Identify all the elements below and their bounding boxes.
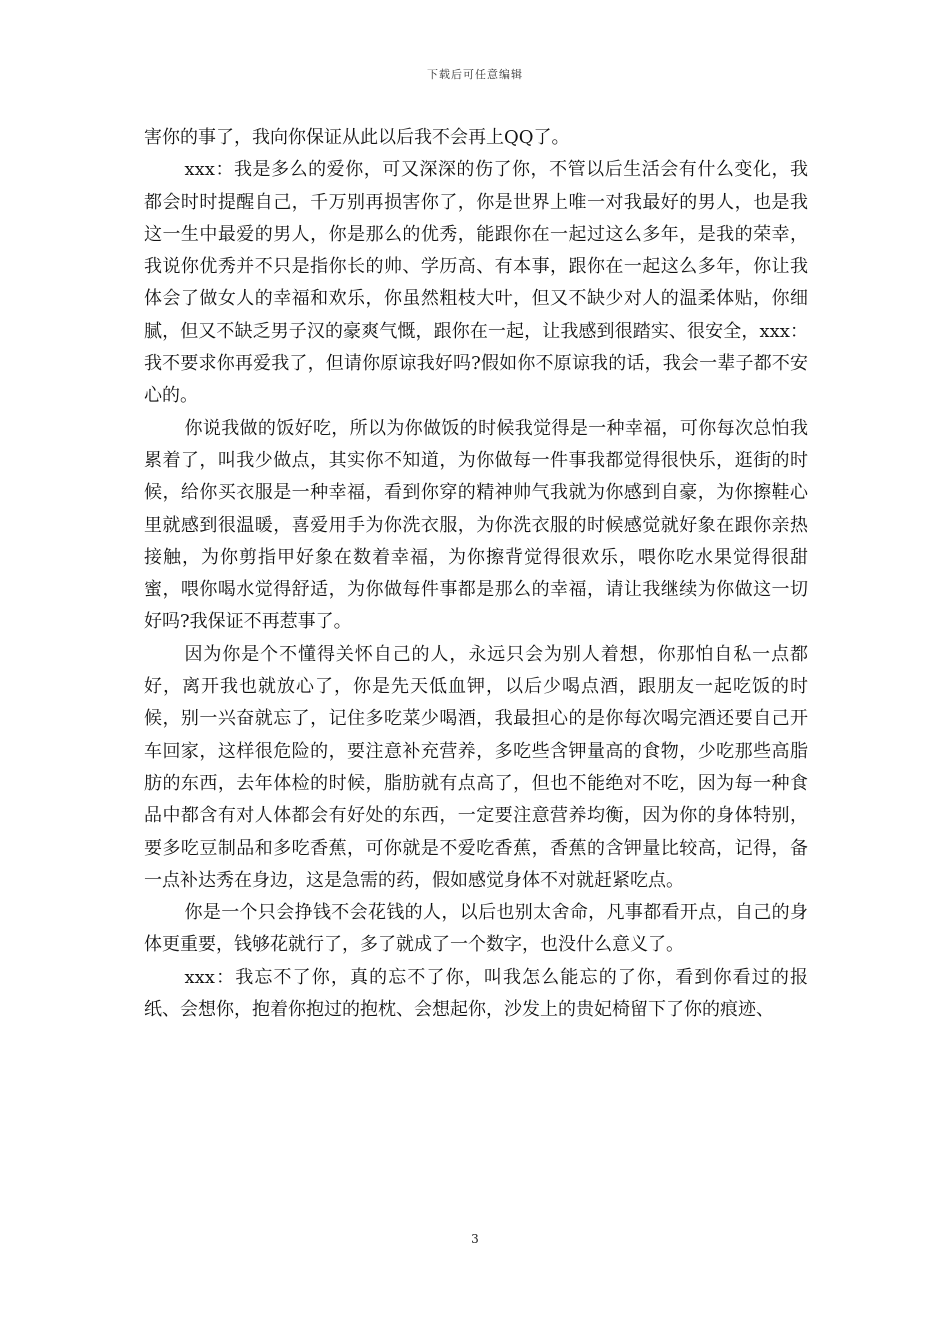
paragraph-3: 你说我做的饭好吃，所以为你做饭的时候我觉得是一种幸福，可你每次总怕我累着了，叫我少做点，其实你不知道，为你做每一件事我都觉得很快乐，逛街的时候，给你买衣服是一种幸福，看到你穿的精神帅气我就为你感到自豪，为你擦鞋心里就感到很温暖，喜爱用手为你洗衣服，为你洗衣服的时候感觉就好象在跟你亲热接触，为你剪指甲好象在数着幸福，为你擦背觉得很欢乐，喂你吃水果觉得很甜蜜，喂你喝水觉得舒适，为你做每件事都是那么的幸福，请让我继续为你做这一切好吗?我保证不再惹事了。 — [144, 417, 808, 633]
document-body — [144, 122, 808, 1026]
page-header: 下载后可任意编辑 — [427, 68, 523, 81]
paragraph-6: xxx：我忘不了你，真的忘不了你，叫我怎么能忘的了你，看到你看过的报纸、会想你，抱着你抱过的抱枕、会想起你，沙发上的贵妃椅留下了你的痕迹、 — [144, 966, 808, 1021]
paragraph-1: 害你的事了，我向你保证从此以后我不会再上QQ了。 — [144, 127, 570, 148]
page-number: 3 — [471, 1232, 479, 1246]
paragraph-5: 你是一个只会挣钱不会花钱的人，以后也别太舍命，凡事都看开点，自己的身体更重要，钱够花就行了，多了就成了一个数字，也没什么意义了。 — [144, 902, 808, 956]
paragraph-4: 因为你是个不懂得关怀自己的人，永远只会为别人着想，你那怕自私一点都好，离开我也就放心了，你是先天低血钾，以后少喝点酒，跟朋友一起吃饭的时候，别一兴奋就忘了，记住多吃菜少喝酒，我最担心的是你每次喝完酒还要自己开车回家，这样很危险的，要注意补充营养，多吃些含钾量高的食物，少吃那些高脂肪的东西，去年体检的时候，脂肪就有点高了，但也不能绝对不吃，因为每一种食品中都含有对人体都会有好处的东西，一定要注意营养均衡，因为你的身体特别，要多吃豆制品和多吃香蕉，可你就是不爱吃香蕉，香蕉的含钾量比较高，记得，备一点补达秀在身边，这是急需的药，假如感觉身体不对就赶紧吃点。 — [144, 643, 808, 891]
paragraph-2: xxx：我是多么的爱你，可又深深的伤了你，不管以后生活会有什么变化，我都会时时提醒自己，千万别再损害你了，你是世界上唯一对我最好的男人，也是我这一生中最爱的男人，你是那么的优秀，能跟你在一起过这么多年，是我的荣幸，我说你优秀并不只是指你长的帅、学历高、有本事，跟你在一起这么多年，你让我体会了做女人的幸福和欢乐，你虽然粗枝大叶，但又不缺少对人的温柔体贴，你细腻，但又不缺乏男子汉的豪爽气慨，跟你在一起，让我感到很踏实、很安全，xxx：我不要求你再爱我了，但请你原谅我好吗?假如你不原谅我的话，我会一辈子都不安心的。 — [144, 159, 808, 407]
